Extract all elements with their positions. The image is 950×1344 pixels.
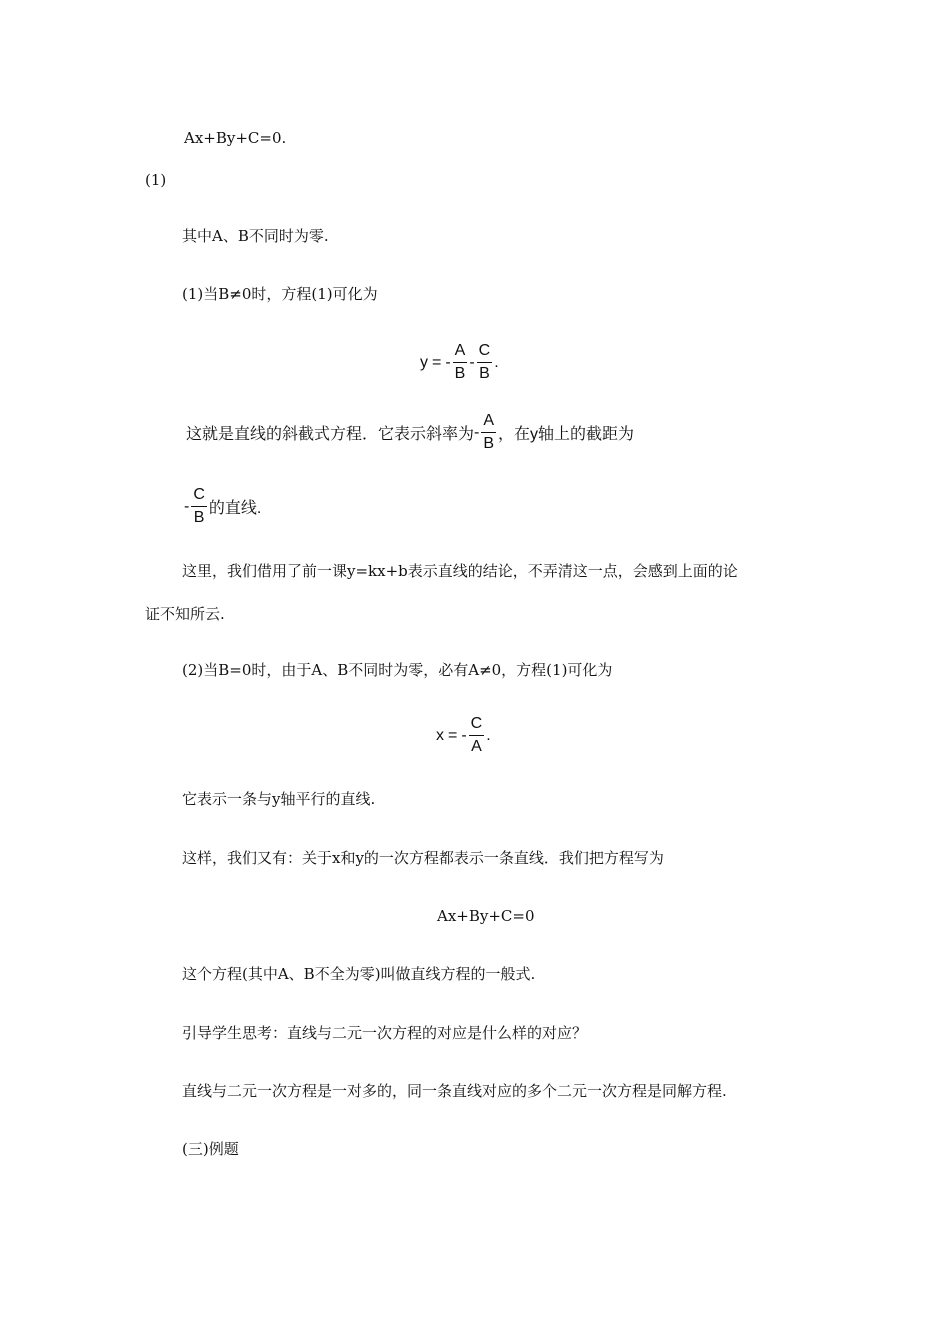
- intercept-text: 的直线.: [208, 500, 262, 517]
- formula-y-minus-1: -: [445, 353, 451, 371]
- formula-x-period: .: [486, 726, 491, 744]
- slope-intercept-formula: [420, 342, 499, 383]
- fraction-denominator: B: [483, 435, 495, 452]
- slope-minus: -: [474, 423, 480, 441]
- intercept-fraction: [191, 486, 207, 527]
- fraction-numerator: A: [483, 412, 495, 429]
- fraction-c-over-b: [477, 342, 493, 383]
- equation-number: (1): [145, 171, 167, 189]
- slope-description-line: [186, 412, 634, 453]
- slope-text-b: ，在y轴上的截距为: [498, 426, 635, 443]
- fraction-denominator: B: [454, 365, 466, 382]
- formula-y-period: .: [494, 353, 499, 371]
- fraction-c-over-a: [469, 715, 485, 756]
- equation-general-mid: Ax+By+C=0: [437, 907, 535, 925]
- case-one-text: (1)当B≠0时，方程(1)可化为: [182, 285, 378, 303]
- section-heading: (三)例题: [182, 1140, 239, 1158]
- slope-text-a: 这就是直线的斜截式方程．它表示斜率为: [186, 426, 475, 443]
- formula-y-lhs: y: [420, 353, 428, 371]
- formula-x-equals: =: [448, 726, 458, 744]
- general-form-text: 这个方程(其中A、B不全为零)叫做直线方程的一般式.: [182, 965, 536, 983]
- formula-x-minus: -: [461, 726, 467, 744]
- intercept-description-line: [184, 486, 261, 527]
- vertical-line-formula: [436, 715, 491, 756]
- fraction-denominator: A: [471, 738, 482, 755]
- fraction-denominator: B: [479, 365, 490, 382]
- answer-text: 直线与二元一次方程是一对多的，同一条直线对应的多个二元一次方程是同解方程.: [182, 1082, 727, 1100]
- condition-text: 其中A、B不同时为零.: [182, 227, 329, 245]
- equation-general-top: Ax+By+C=0.: [184, 129, 287, 147]
- fraction-denominator: B: [193, 509, 205, 526]
- note-line-2: 证不知所云.: [145, 605, 225, 623]
- note-line-1: 这里，我们借用了前一课y=kx+b表示直线的结论，不弄清这一点，会感到上面的论: [182, 562, 738, 580]
- guide-question: 引导学生思考：直线与二元一次方程的对应是什么样的对应？: [182, 1024, 588, 1042]
- fraction-a-over-b: [453, 342, 468, 383]
- case-two-text: (2)当B=0时，由于A、B不同时为零，必有A≠0，方程(1)可化为: [182, 661, 613, 679]
- parallel-text: 它表示一条与y轴平行的直线.: [182, 790, 376, 808]
- formula-x-lhs: x: [436, 726, 444, 744]
- fraction-numerator: C: [478, 342, 491, 359]
- slope-fraction: [481, 412, 496, 453]
- intercept-minus: -: [184, 497, 190, 515]
- formula-y-equals: =: [432, 353, 442, 371]
- fraction-numerator: A: [454, 342, 466, 359]
- summary-text: 这样，我们又有：关于x和y的一次方程都表示一条直线．我们把方程写为: [182, 849, 664, 867]
- fraction-numerator: C: [193, 486, 205, 503]
- fraction-numerator: C: [470, 715, 483, 732]
- formula-y-minus-2: -: [469, 353, 475, 371]
